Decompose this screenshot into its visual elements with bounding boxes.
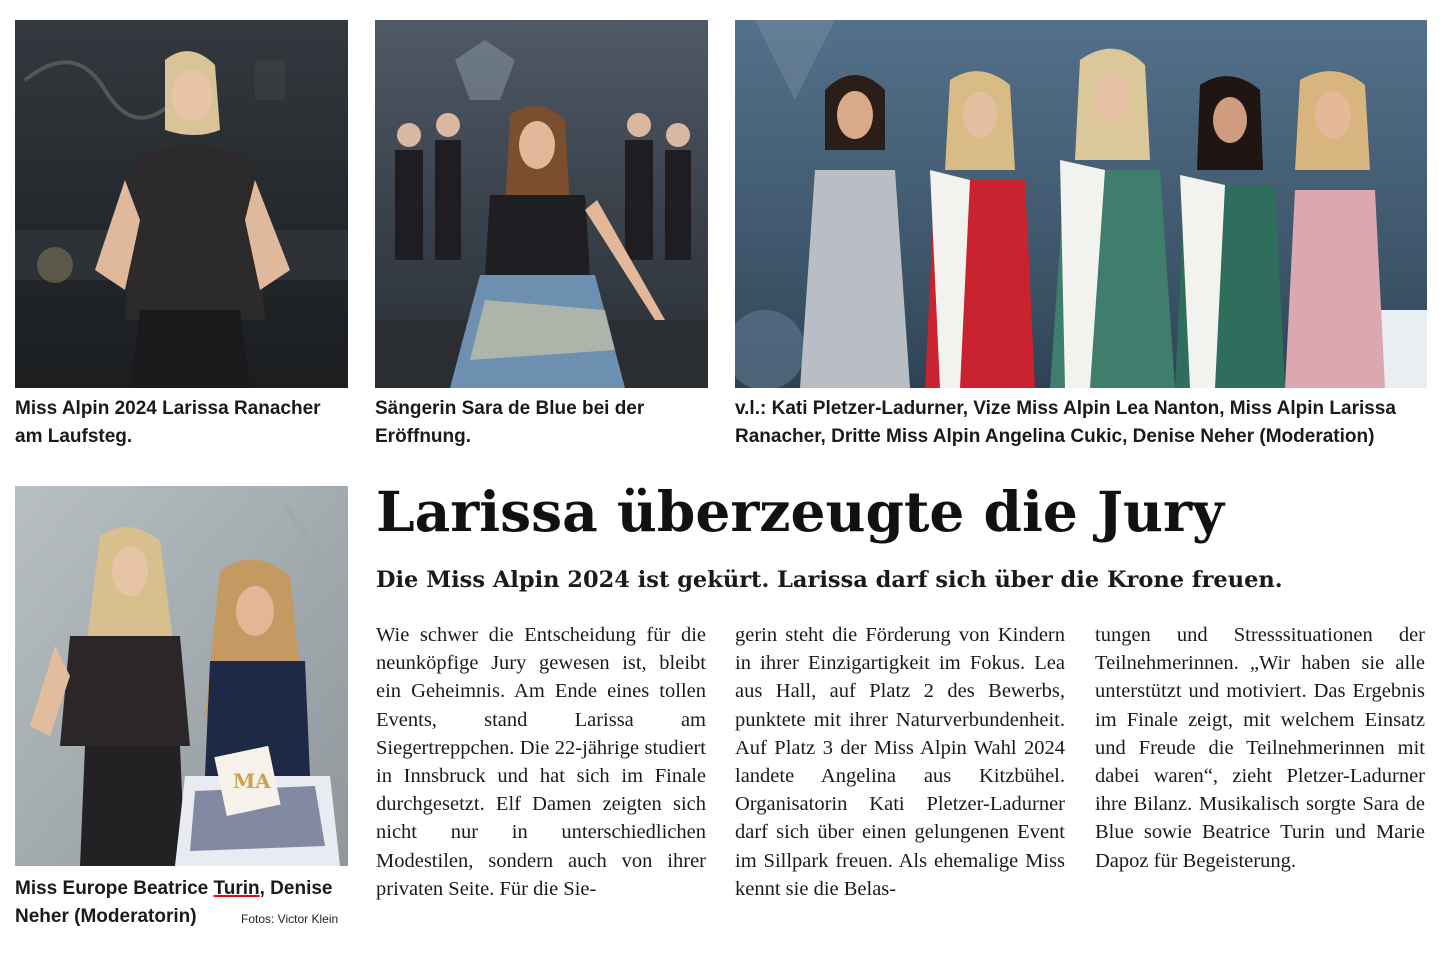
- article-column-3: tungen und Stresssituationen der Teilnehmerinnen. „Wir haben sie alle unterstützt und motiviert. Das Ergebnis im Finale zeigt, mit welchem Einsatz und Freude die Teilnehmerinnen mit dabei waren“, zieht Pletzer-Ladurner ihre Bilanz. Musikalisch sorgte Sara de Blue sowie Beatrice Turin und Marie Dapoz für Begeisterung.: [1095, 624, 1425, 872]
- caption-group: v.l.: Kati Pletzer-Ladurner, Vize Miss Alpin Lea Nanton, Miss Alpin Larissa Ranacher, Dritte Miss Alpin Angelina Cukic, Denise Neher (Moderation): [735, 398, 1396, 447]
- caption-runway: Miss Alpin 2024 Larissa Ranacher am Laufsteg.: [15, 398, 321, 447]
- photo-credit: Fotos: Victor Klein: [241, 912, 339, 926]
- article-headline: Larissa überzeugte die Jury: [376, 479, 1224, 544]
- caption-singer: Sängerin Sara de Blue bei der Eröffnung.: [375, 398, 645, 447]
- article-column-1: Wie schwer die Entscheidung für die neunköpfige Jury gewesen ist, bleibt ein Geheimnis. Am Ende eines tollen Events, stand Larissa am Siegertreppchen. Die 22-jährige studiert in Innsbruck und hat sich im Finale durchgesetzt. Elf Damen zeigten sich nicht nur in unterschiedlichen Modestilen, sondern auch von ihrer privaten Seite. Für die Sie-: [376, 624, 706, 900]
- card-logo-text: MA: [233, 769, 271, 793]
- photo-group: [735, 20, 1427, 388]
- photo-runway: [15, 20, 348, 388]
- article-column-2: gerin steht die Förderung von Kindern in ihrer Einzigartigkeit im Fokus. Lea aus Hall, auf Platz 2 des Bewerbs, punktete mit ihrer Naturverbundenheit. Auf Platz 3 der Miss Alpin Wahl 2024 landete Angelina aus Kitzbühel. Organisatorin Kati Pletzer-Ladurner darf sich über einen gelungenen Event im Sillpark freuen. Als ehemalige Miss kennt sie die Belas-: [735, 624, 1065, 900]
- photo-beatrice-denise: [15, 486, 348, 866]
- caption-beatrice-turin: Turin: [213, 878, 260, 899]
- photo-singer: [375, 20, 708, 388]
- caption-beatrice-part2: , Denise Neher (Moderatorin): [15, 878, 333, 927]
- article-subheadline: Die Miss Alpin 2024 ist gekürt. Larissa darf sich über die Krone freuen.: [376, 567, 1283, 593]
- caption-beatrice-part1: Miss Europe Beatrice: [15, 878, 214, 899]
